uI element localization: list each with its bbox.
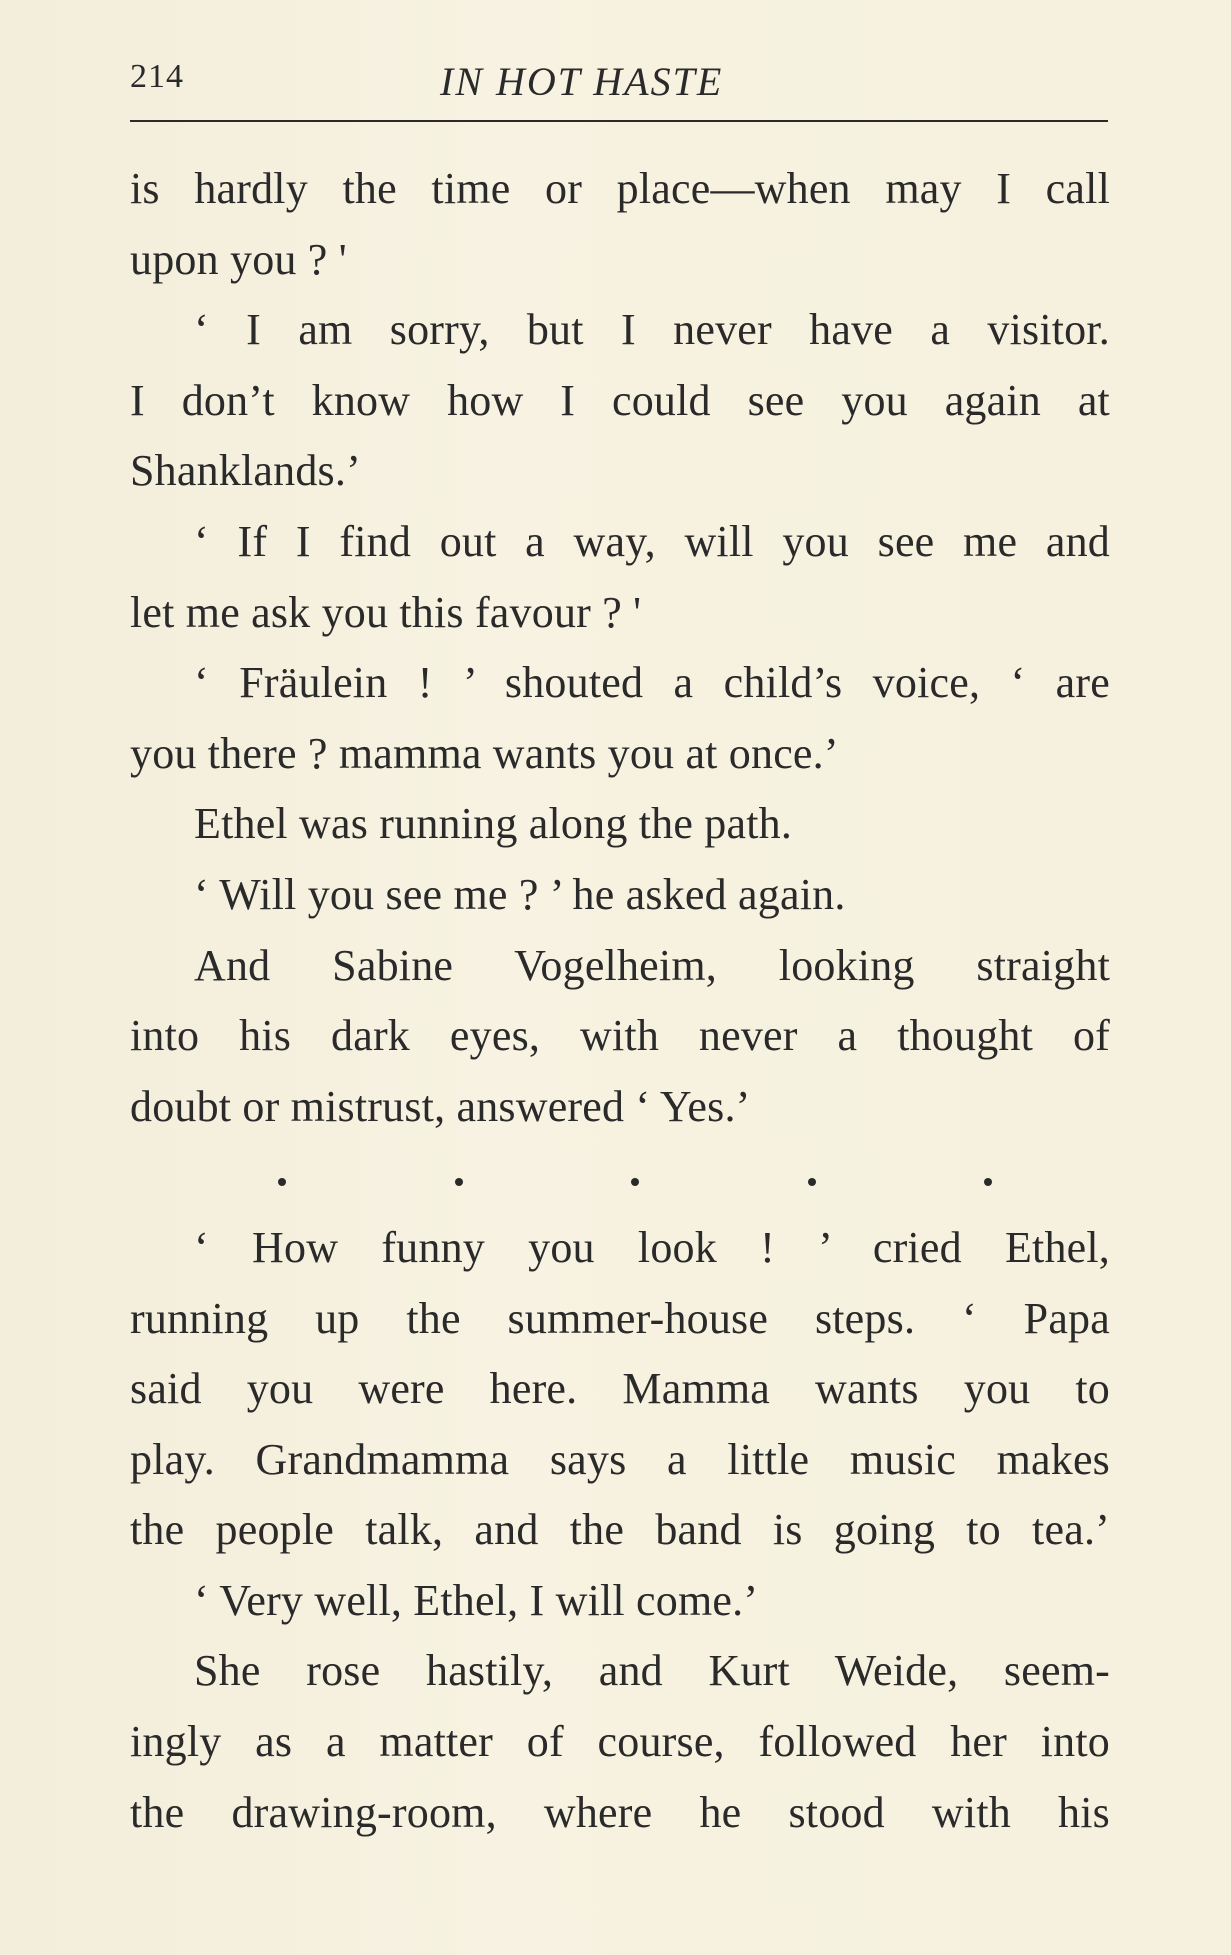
text-line: Shanklands.’ bbox=[130, 446, 361, 496]
section-break-dots bbox=[130, 1146, 1110, 1217]
text-line: ‘ I am sorry, but I never have a visitor. bbox=[194, 305, 1110, 355]
text-line: ‘ How funny you look ! ’ cried Ethel, bbox=[194, 1222, 1110, 1272]
section-dot bbox=[808, 1178, 816, 1186]
section-dot bbox=[278, 1178, 286, 1186]
text-line: running up the summer-house steps. ‘ Papa bbox=[130, 1293, 1110, 1343]
section-dot bbox=[984, 1178, 992, 1186]
text-line: is hardly the time or place—when may I call bbox=[130, 164, 1110, 213]
text-line: I don’t know how I could see you again at bbox=[130, 375, 1110, 425]
text-line: the people talk, and the band is going to tea.’ bbox=[130, 1505, 1110, 1555]
text-line: And Sabine Vogelheim, looking straight bbox=[194, 940, 1110, 990]
text-line: ingly as a matter of course, followed her into bbox=[130, 1717, 1110, 1767]
text-line: She rose hastily, and Kurt Weide, seem- bbox=[194, 1646, 1110, 1696]
text-line: play. Grandmamma says a little music makes bbox=[130, 1434, 1110, 1484]
header-rule bbox=[130, 120, 1108, 122]
page-header bbox=[130, 58, 1110, 108]
text-line: ‘ Fräulein ! ’ shouted a child’s voice, ‘ are bbox=[194, 658, 1110, 708]
running-head: IN HOT HASTE bbox=[440, 59, 724, 104]
text-line: said you were here. Mamma wants you to bbox=[130, 1364, 1110, 1414]
body-text bbox=[130, 158, 1110, 1852]
text-line: let me ask you this favour ? ' bbox=[130, 587, 642, 637]
text-line: ‘ Will you see me ? ’ he asked again. bbox=[194, 869, 846, 919]
text-line: the drawing-room, where he stood with his bbox=[130, 1787, 1110, 1837]
text-line: upon you ? ' bbox=[130, 234, 347, 284]
text-line: you there ? mamma wants you at once.’ bbox=[130, 728, 839, 778]
section-dot bbox=[631, 1178, 639, 1186]
text-line: into his dark eyes, with never a thought of bbox=[130, 1011, 1110, 1061]
text-line: ‘ Very well, Ethel, I will come.’ bbox=[194, 1575, 759, 1625]
section-dot bbox=[455, 1178, 463, 1186]
text-line: doubt or mistrust, answered ‘ Yes.’ bbox=[130, 1081, 751, 1131]
text-line: ‘ If I find out a way, will you see me and bbox=[194, 516, 1110, 566]
page-number: 214 bbox=[130, 58, 184, 95]
text-line: Ethel was running along the path. bbox=[194, 799, 793, 849]
